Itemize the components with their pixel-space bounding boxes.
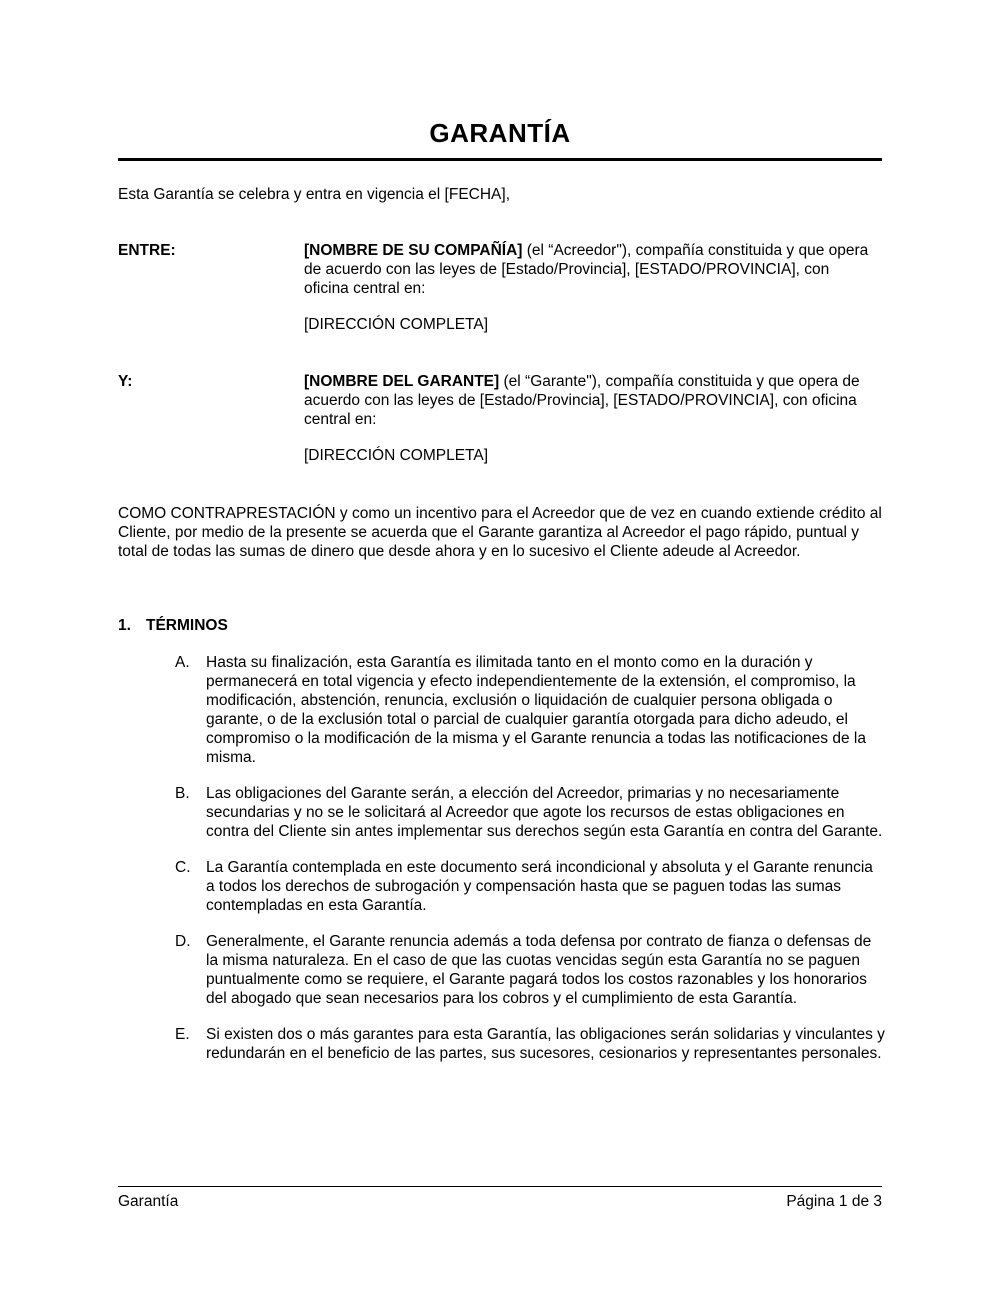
party-description: [304, 372, 876, 429]
title-divider: [118, 158, 882, 161]
clause-letter: E.: [175, 1026, 190, 1043]
section-title: TÉRMINOS: [146, 617, 228, 634]
document-title: GARANTÍA: [429, 118, 571, 148]
clause-item: [175, 858, 885, 915]
consideration-paragraph: COMO CONTRAPRESTACIÓN y como un incentivo para el Acreedor que de vez en cuando extiende crédito al Cliente, por medio de la presente se acuerda que el Garante garantiza al Acreedor el pago rápido, puntual y total de todas las sumas de dinero que desde ahora y en lo sucesivo el Cliente adeude al Acreedor.: [118, 505, 882, 560]
clause-text: Generalmente, el Garante renuncia además a toda defensa por contrato de fianza o defensas de la misma naturaleza. En el caso de que las cuotas vencidas según esta Garantía no se paguen puntualmente como se requiere, el Garante pagará todos los costos razonables y los honorarios del abogado que sean necesarios para los cobros y el cumplimiento de esta Garantía.: [206, 933, 872, 1007]
party-name: [NOMBRE DE SU COMPAÑÍA]: [304, 242, 523, 259]
party-label: ENTRE:: [118, 242, 176, 259]
clause-letter: D.: [175, 933, 191, 950]
document-page: [118, 0, 885, 1290]
footer-page-number: Página 1 de 3: [786, 1193, 882, 1210]
party-address: [DIRECCIÓN COMPLETA]: [304, 316, 489, 333]
clause-text: Hasta su finalización, esta Garantía es ilimitada tanto en el monto como en la duración y permanecerá en total vigencia y efecto independientemente de la extensión, el compromiso, la modificación, abstención, renuncia, exclusión o liquidación de cualquier persona obligada o garante, o de la exclusión total o parcial de cualquier garantía otorgada para dicho adeudo, el compromiso o la modificación de la misma y el Garante renuncia a todas las notificaciones de la misma.: [206, 654, 866, 766]
party-address: [DIRECCIÓN COMPLETA]: [304, 447, 489, 464]
clause-item: [175, 932, 885, 1008]
clause-letter: B.: [175, 785, 190, 802]
clause-item: [175, 653, 885, 767]
clause-text: Si existen dos o más garantes para esta Garantía, las obligaciones serán solidarias y vinculantes y redundarán en el beneficio de las partes, sus sucesores, cesionarios y representantes personales.: [206, 1026, 885, 1062]
footer-divider: [118, 1186, 882, 1187]
clause-letter: A.: [175, 654, 190, 671]
clause-letter: C.: [175, 859, 191, 876]
footer-document-name: Garantía: [118, 1193, 179, 1210]
clause-text: La Garantía contemplada en este documento será incondicional y absoluta y el Garante renuncia a todos los derechos de subrogación y compensación hasta que se paguen todas las sumas contempladas en esta Garantía.: [206, 859, 873, 914]
intro-paragraph: Esta Garantía se celebra y entra en vigencia el [FECHA],: [118, 186, 510, 203]
clause-list: [175, 653, 885, 1080]
clause-text: Las obligaciones del Garante serán, a elección del Acreedor, primarias y no necesariamente secundarias y no se le solicitará al Acreedor que agote los recursos de estas obligaciones en contra del Cliente sin antes implementar sus derechos según esta Garantía en contra del Garante.: [206, 785, 883, 840]
clause-item: [175, 1025, 885, 1063]
party-details: [304, 241, 876, 334]
party-description-text: (el “Acreedor"), compañía constituida y que opera de acuerdo con las leyes de [Estado/Provincia], [ESTADO/PROVINCIA], con oficina central en:: [304, 242, 869, 297]
clause-item: [175, 784, 885, 841]
party-label: Y:: [118, 373, 133, 390]
section-number: 1.: [118, 617, 131, 634]
party-description-text: (el “Garante"), compañía constituida y que opera de acuerdo con las leyes de [Estado/Provincia], [ESTADO/PROVINCIA], con oficina central en:: [304, 373, 860, 428]
party-details: [304, 372, 876, 465]
section-heading: [118, 616, 228, 635]
party-name: [NOMBRE DEL GARANTE]: [304, 373, 500, 390]
party-description: [304, 241, 876, 298]
